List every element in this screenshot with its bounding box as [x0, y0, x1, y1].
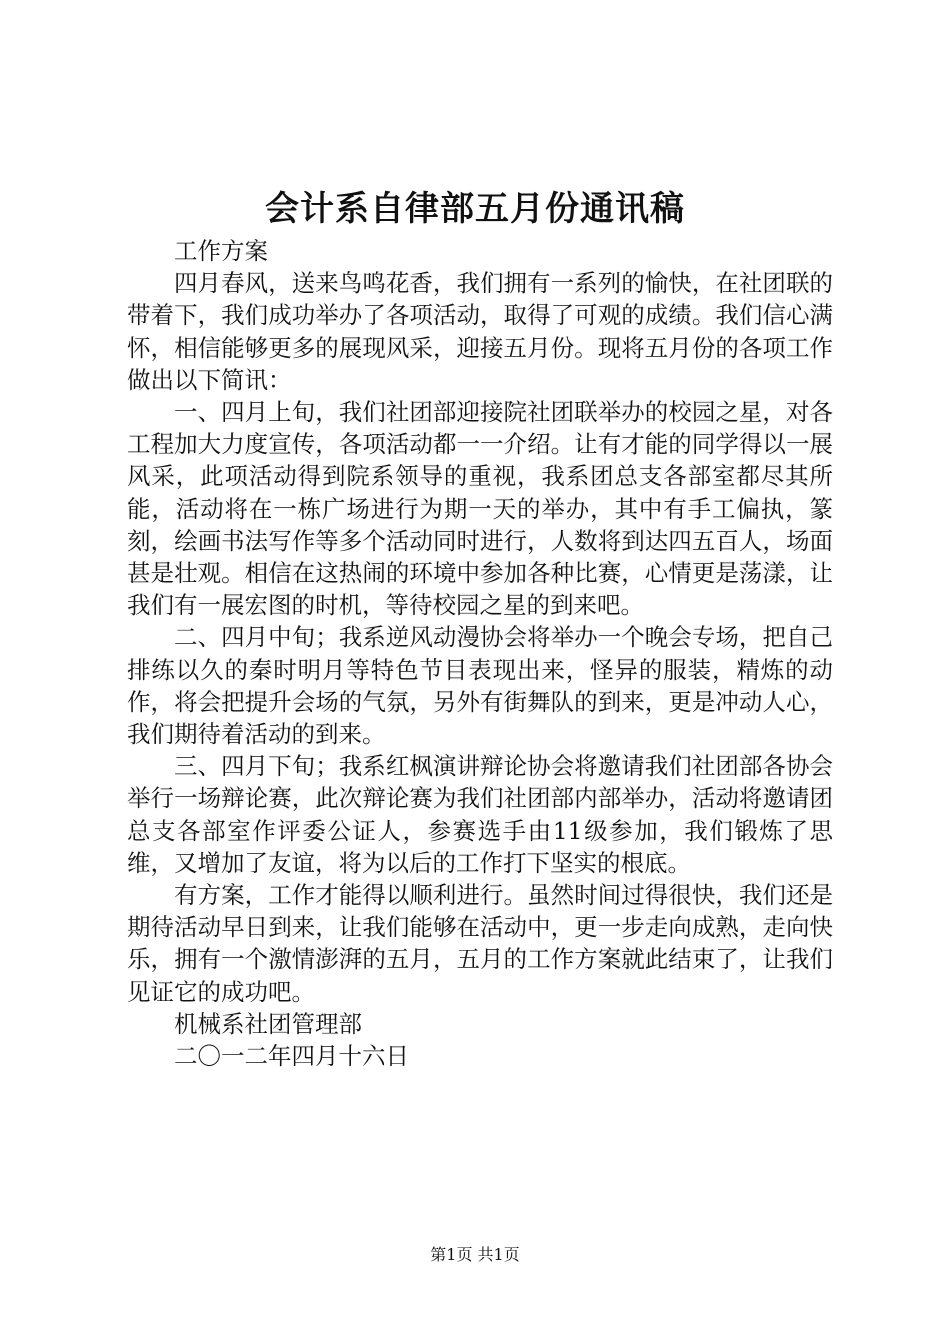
document-body [127, 235, 833, 1072]
signature-department: 机械系社团管理部 [174, 1009, 362, 1038]
paragraph-conclusion: 有方案，工作才能得以顺利进行。虽然时间过得很快，我们还是期待活动早日到来，让我们能够在活动中，更一步走向成熟，走向快乐，拥有一个激情澎湃的五月，五月的工作方案就此结束了，让我们见证它的成功吧。 [127, 881, 833, 1006]
paragraph-item-three: 三、四月下旬；我系红枫演讲辩论协会将邀请我们社团部各协会举行一场辩论赛，此次辩论赛为我们社团部内部举办，活动将邀请团总支各部室作评委公证人，参赛选手由11级参加，我们锻炼了思维，又增加了友谊，将为以后的工作打下坚实的根底。 [127, 752, 833, 877]
paragraph-item-one: 一、四月上旬，我们社团部迎接院社团联举办的校园之星，对各工程加大力度宣传，各项活动都一一介绍。让有才能的同学得以一展风采，此项活动得到院系领导的重视，我系团总支各部室都尽其所能，活动将在一栋广场进行为期一天的举办，其中有手工偏执，篆刻，绘画书法写作等多个活动同时进行，人数将到达四五百人，场面甚是壮观。相信在这热闹的环境中参加各种比赛，心情更是荡漾，让我们有一展宏图的时机，等待校园之星的到来吧。 [127, 398, 833, 620]
paragraph-intro: 四月春风，送来鸟鸣花香，我们拥有一系列的愉快，在社团联的带着下，我们成功举办了各项活动，取得了可观的成绩。我们信心满怀，相信能够更多的展现风采，迎接五月份。现将五月份的各项工作做出以下简讯： [127, 269, 833, 394]
paragraph-item-two: 二、四月中旬；我系逆风动漫协会将举办一个晚会专场，把自己排练以久的秦时明月等特色节目表现出来，怪异的服装，精炼的动作，将会把提升会场的气氛，另外有街舞队的到来，更是冲动人心，我们期待着活动的到来。 [127, 623, 833, 749]
signature-date: 二〇一二年四月十六日 [174, 1042, 409, 1071]
paragraph-heading: 工作方案 [174, 237, 268, 265]
document-title: 会计系自律部五月份通讯稿 [265, 189, 685, 229]
page-footer: 第1页 共1页 [430, 1245, 520, 1264]
